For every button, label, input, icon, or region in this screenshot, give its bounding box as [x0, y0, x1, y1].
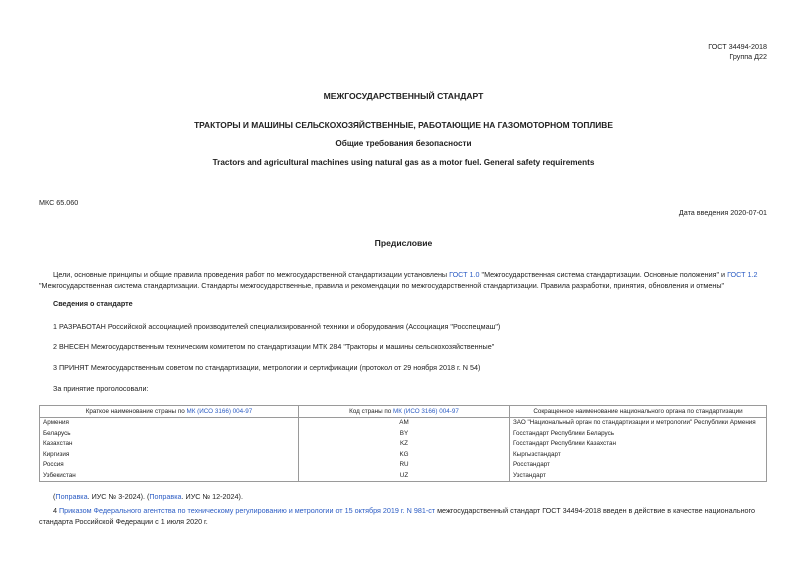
country-name: Беларусь: [40, 428, 299, 439]
enactment-item: 4 Приказом Федерального агентства по техническому регулированию и метрологии от 15 октября 2019 г. N 981-ст межгосударственный стандарт ГОСТ 34494-2018 введен в действие в качестве национального стандарта Российской Федерации с 1 июля 2020 г.: [39, 506, 756, 526]
amendments-line: (Поправка. ИУС № 3-2024). (Поправка. ИУС № 12-2024).: [53, 492, 243, 501]
header-country-name: Краткое наименование страны по МК (ИСО 3166) 004-97: [40, 406, 299, 418]
gost-1-2-link[interactable]: ГОСТ 1.2: [727, 270, 758, 279]
foreword-text-end: "Межгосударственная система стандартизации. Стандарты межгосударственные, правила и рекомендации по межгосударственной стандартизации. Правила разработки, принятия, обновления и отмены": [39, 281, 725, 290]
mks-code: МКС 65.060: [39, 198, 79, 207]
country-name: Узбекистан: [40, 470, 299, 481]
country-code: BY: [299, 428, 510, 439]
table-row: [40, 439, 767, 450]
document-title: ТРАКТОРЫ И МАШИНЫ СЕЛЬСКОХОЗЯЙСТВЕННЫЕ, РАБОТАЮЩИЕ НА ГАЗОМОТОРНОМ ТОПЛИВЕ: [194, 120, 613, 130]
table-row: [40, 417, 767, 428]
national-body: Росстандарт: [510, 460, 767, 471]
developed-by-item: 1 РАЗРАБОТАН Российской ассоциацией производителей специализированной техники и оборудования (Ассоциация "Росспецмаш"): [53, 322, 501, 331]
gost-number: ГОСТ 34494-2018: [708, 42, 767, 51]
mk-iso-link[interactable]: МК (ИСО 3166) 004-97: [393, 407, 459, 415]
gost-1-0-link[interactable]: ГОСТ 1.0: [449, 270, 480, 279]
standard-info-heading: Сведения о стандарте: [53, 299, 133, 308]
table-row: [40, 449, 767, 460]
foreword-text-mid: "Межгосударственная система стандартизации. Основные положения" и: [479, 270, 728, 279]
country-name: Киргизия: [40, 449, 299, 460]
table-row: [40, 428, 767, 439]
table-header-row: [40, 406, 767, 418]
mk-iso-link[interactable]: МК (ИСО 3166) 004-97: [186, 407, 253, 415]
country-name: Казахстан: [40, 439, 299, 450]
order-link[interactable]: Приказом Федерального агентства по техническому регулированию и метрологии от 15 октября 2019 г. N 981-ст: [59, 506, 436, 515]
country-code: AM: [299, 417, 510, 428]
national-body: Кыргызстандарт: [510, 449, 767, 460]
amendment-link-1[interactable]: Поправка: [55, 492, 88, 501]
amendment-link-2[interactable]: Поправка: [149, 492, 182, 501]
foreword-paragraph: [39, 269, 769, 291]
submitted-by-item: 2 ВНЕСЕН Межгосударственным техническим комитетом по стандартизации МТК 284 "Тракторы и машины сельскохозяйственные": [53, 342, 495, 351]
header-national-body: Сокращенное наименование национального органа по стандартизации: [510, 406, 767, 418]
table-row: [40, 470, 767, 481]
national-body: ЗАО "Национальный орган по стандартизации и метрологии" Республики Армения: [510, 417, 767, 428]
national-body: Узстандарт: [510, 470, 767, 481]
country-name: Россия: [40, 460, 299, 471]
english-title: Tractors and agricultural machines using natural gas as a motor fuel. General safety requirements: [212, 158, 595, 167]
country-name: Армения: [40, 417, 299, 428]
voted-for-label: За принятие проголосовали:: [53, 384, 149, 393]
national-body: Госстандарт Республики Беларусь: [510, 428, 767, 439]
header-country-code: Код страны по МК (ИСО 3166) 004-97: [299, 406, 510, 418]
group-code: Группа Д22: [729, 52, 767, 61]
foreword-text-start: Цели, основные принципы и общие правила проведения работ по межгосударственной стандартизации установлены: [53, 270, 450, 279]
document-subtitle: Общие требования безопасности: [335, 139, 472, 148]
voting-countries-table: [39, 405, 767, 482]
country-code: RU: [299, 460, 510, 471]
adopted-by-item: 3 ПРИНЯТ Межгосударственным советом по стандартизации, метрологии и сертификации (протокол от 29 ноября 2018 г. N 54): [53, 363, 481, 372]
country-code: KG: [299, 449, 510, 460]
interstate-standard-heading: МЕЖГОСУДАРСТВЕННЫЙ СТАНДАРТ: [323, 91, 484, 101]
country-code: UZ: [299, 470, 510, 481]
foreword-heading: Предисловие: [374, 238, 433, 248]
table-row: [40, 460, 767, 471]
country-code: KZ: [299, 439, 510, 450]
national-body: Госстандарт Республики Казахстан: [510, 439, 767, 450]
introduction-date: Дата введения 2020-07-01: [678, 208, 767, 217]
